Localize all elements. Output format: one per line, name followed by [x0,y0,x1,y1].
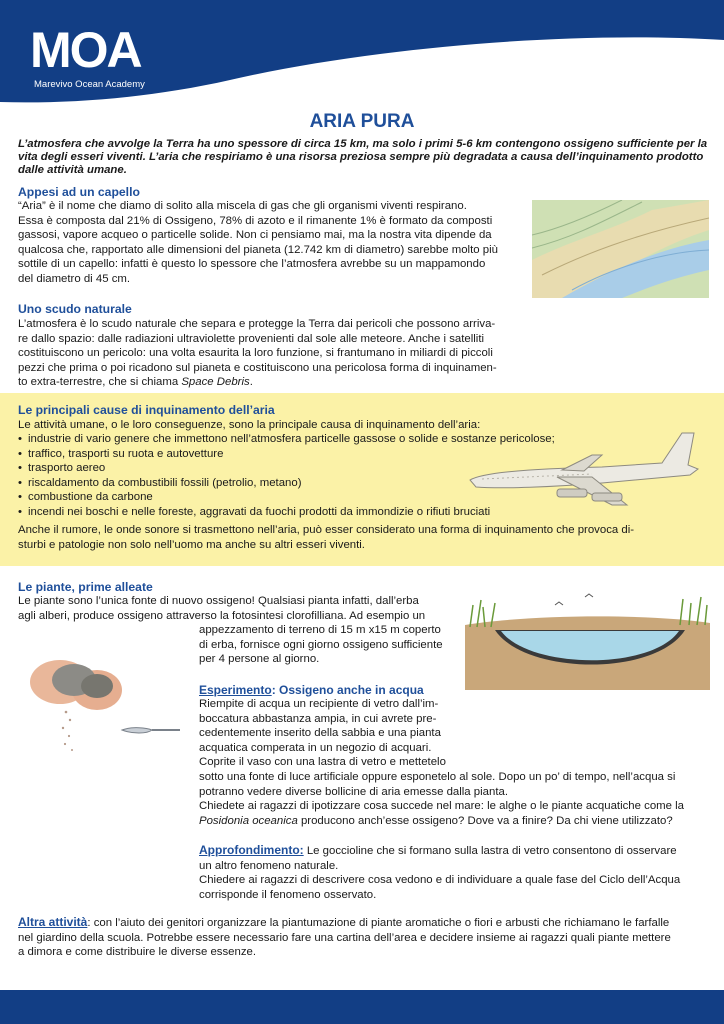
pond-image [465,585,710,690]
paragraph-piante-indented [199,623,499,667]
text-line: corrisponde il fenomeno osservato. [199,888,377,901]
page-title: ARIA PURA [309,111,415,132]
text-line [18,915,718,931]
list-item: • riscaldamento da combustibili fossili (petrolio, metano) [18,476,555,491]
text-span: : con l’aiuto dei genitori organizzare la piantumazione di piante aromatiche o fiori e arbusti che richiamano le farfalle [87,917,670,929]
text-span: . [249,376,253,389]
text-line: agli alberi, produce ossigeno attraverso la fotosintesi clorofilliana. Ad esempio un [18,609,426,622]
text-line: boccatura abbastanza ampia, in cui avrete pre- [199,712,437,725]
list-item: • industrie di vario genere che immettono nell’atmosfera particelle gassose o solide e sostanze pericolose; [18,432,555,447]
approfondimento-label: Approfondimento: [199,843,304,857]
text-line: di erba, fornisce ogni giorno ossigeno sufficiente [199,638,443,651]
text-line: Chiedete ai ragazzi di ipotizzare cosa succede nel mare: le alghe o le piante acquatiche come la [199,800,685,813]
section-title-cause: Le principali cause di inquinamento dell’aria [18,403,275,417]
text-line: acquatica comperata in un negozio di acquari. [199,741,432,754]
esperimento-label: Esperimento [199,683,272,697]
text-line: del diametro di 45 cm. [18,272,131,285]
text-line: un altro fenomeno naturale. [199,859,339,872]
footer-bar [0,990,724,1024]
text-line [199,843,714,859]
topographic-map-image [532,200,709,298]
esperimento-subtitle: : Ossigeno anche in acqua [271,683,424,697]
text-span: to extra-terrestre, che si chiama [18,376,182,389]
text-line: a dimora e come distribuire le diverse essenze. [18,946,257,959]
text-line: potranno vedere diverse bollicine di aria emesse dalla pianta. [199,785,508,798]
text-span: producono anch’esse ossigeno? Dove va a finire? Da chi viene utilizzato? [297,814,673,827]
paragraph-esperimento-wide [199,770,714,828]
text-span: Le goccioline che si formano sulla lastra di vetro consentono di osservare [303,845,677,857]
text-line: re dallo spazio: dalle radiazioni ultraviolette provenienti dal sole alle meteore. Anche i satelliti [18,332,485,345]
text-line: per 4 persone al giorno. [199,653,320,666]
italic-term: Space Debris [181,376,250,389]
list-item: • incendi nei boschi e nelle foreste, aggravati da fuochi prodotti da immondizie o rifiuti bruciati [18,505,555,520]
section-title-scudo: Uno scudo naturale [18,302,132,316]
text-line: “Aria” è il nome che diamo di solito alla miscela di gas che gli organismi viventi respirano. [18,200,467,212]
text-line: gassosi, vapore acqueo o particelle solide. Non ci pensiamo mai, ma la nostra vita dipende da [18,229,492,242]
paragraph-piante [18,594,478,623]
italic-term: Posidonia oceanica [199,814,298,827]
paragraph-esperimento-indented [199,697,499,770]
text-line: Le piante sono l’unica fonte di nuovo ossigeno! Qualsiasi pianta infatti, dall’erba [18,595,419,607]
paragraph-capello [18,199,528,287]
airplane-image [462,425,702,515]
text-line: Anche il rumore, le onde sonore si trasmettono nell’aria, può esser considerato una forma di inquinamento che provoca di- [18,524,635,536]
causes-closing [18,523,718,552]
esperimento-heading [199,683,619,698]
text-line: sturbi e patologie non solo nell’uomo ma anche su altri esseri viventi. [18,538,365,551]
section-title-capello: Appesi ad un capello [18,185,140,199]
text-line: costituiscono un pericolo: una volta esaurita la loro funzione, si frantumano in miliardi di piccoli [18,347,493,360]
text-line: qualcosa che, rapportato alle dimensioni del pianeta (12.742 km di diametro) sarebbe molto più [18,243,498,256]
intro-text: L’atmosfera che avvolge la Terra ha uno spessore di circa 15 km, ma solo i primi 5-6 km contengono ossigeno sufficiente per la vita degli esseri viventi. L’aria che respiriamo è una risorsa preziosa sempre più degradata a causa dell’inquinamento prodotto dalle attività umane. [18,138,708,177]
list-item: • trasporto aereo [18,461,555,476]
moa-logo[interactable] [30,22,180,92]
text-line: L’atmosfera è lo scudo naturale che separa e protegge la Terra dai pericoli che possono arriva- [18,318,496,330]
causes-lead: Le attività umane, o le loro conseguenze, sono la principale causa di inquinamento dell’aria: [18,419,481,431]
paragraph-approfondimento [199,843,714,902]
text-line: Chiedere ai ragazzi di descrivere cosa vedono e di individuare a quale fase del Ciclo dell’Acqua [199,874,681,887]
logo-letters: MOA [30,22,141,78]
altra-attivita-label: Altra attività [18,915,88,929]
paragraph-scudo [18,317,718,390]
list-item: • combustione da carbone [18,490,555,505]
paragraph-altra-attivita [18,915,718,960]
logo-subtitle: Marevivo Ocean Academy [34,79,145,90]
text-line: sotto una fonte di luce artificiale oppure esponetelo al sole. Dopo un po’ di tempo, nell’acqua si [199,771,676,783]
text-line: sottile di un capello: infatti è questo lo spessore che l’atmosfera avrebbe su un mappamondo [18,258,486,271]
text-line: nel giardino della scuola. Potrebbe essere necessario fare una cartina dell’area e decidere insieme ai ragazzi quali piante mettere [18,931,671,944]
text-line: Essa è composta dal 21% di Ossigeno, 78% di azoto e il rimanente 1% è formato da composti [18,214,493,227]
text-line: Riempite di acqua un recipiente di vetro dall’im- [199,698,439,710]
text-line: cedentemente inserito della sabbia e una pianta [199,727,441,740]
text-line: Coprite il vaso con una lastra di vetro e mettetelo [199,756,446,769]
text-line: appezzamento di terreno di 15 m x15 m coperto [199,624,441,636]
text-line [18,375,718,390]
header-banner [0,0,724,110]
section-title-piante: Le piante, prime alleate [18,580,153,594]
list-item: • traffico, trasporti su ruota e autovetture [18,447,555,462]
hands-soil-image [22,650,192,760]
text-line [199,814,714,829]
text-line: pezzi che prima o poi ricadono sul pianeta e costituiscono una pericolosa forma di inquinamen- [18,361,497,374]
